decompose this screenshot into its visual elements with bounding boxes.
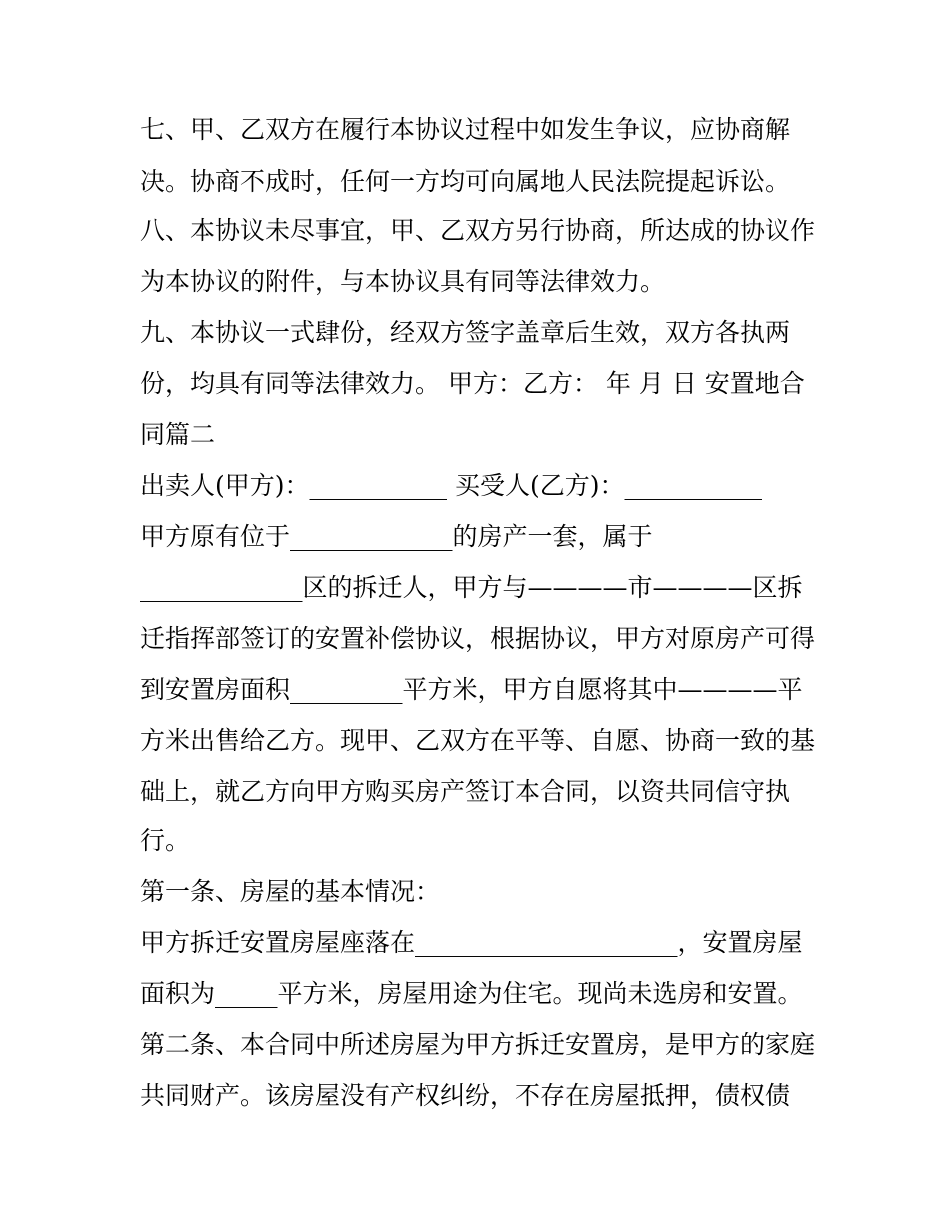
text-line: 甲方拆迁安置房屋座落在_____________________，安置房屋 bbox=[140, 928, 803, 957]
section-heading: 第一条、房屋的基本情况： bbox=[140, 877, 441, 906]
text-line: 方米出售给乙方。现甲、乙双方在平等、自愿、协商一致的基 bbox=[140, 726, 816, 755]
text-line: 七、甲、乙双方在履行本协议过程中如发生争议，应协商解 bbox=[140, 115, 791, 144]
text-line: 第二条、本合同中所述房屋为甲方拆迁安置房，是甲方的家庭 bbox=[140, 1030, 816, 1059]
text-line: 到安置房面积_________平方米，甲方自愿将其中————平 bbox=[140, 675, 803, 704]
text-line: 面积为_____平方米，房屋用途为住宅。现尚未选房和安置。 bbox=[140, 979, 803, 1008]
text-line: 共同财产。该房屋没有产权纠纷，不存在房屋抵押，债权债 bbox=[140, 1081, 791, 1110]
text-line: 份，均具有同等法律效力。 甲方：乙方： 年 月 日 安置地合 bbox=[140, 369, 805, 398]
text-line: 出卖人(甲方)：___________ 买受人(乙方)：___________ bbox=[140, 471, 762, 500]
text-line: 八、本协议未尽事宜，甲、乙双方另行协商，所达成的协议作 bbox=[140, 216, 816, 245]
text-line: 同篇二 bbox=[140, 420, 216, 449]
text-line: 迁指挥部签订的安置补偿协议，根据协议，甲方对原房产可得 bbox=[140, 624, 816, 653]
text-line: 九、本协议一式肆份，经双方签字盖章后生效，双方各执两 bbox=[140, 318, 791, 347]
text-line: 为本协议的附件，与本协议具有同等法律效力。 bbox=[140, 267, 666, 296]
text-line: _____________区的拆迁人，甲方与————市————区拆 bbox=[140, 573, 803, 602]
text-line: 决。协商不成时，任何一方均可向属地人民法院提起诉讼。 bbox=[140, 167, 791, 196]
text-line: 行。 bbox=[140, 826, 191, 855]
text-line: 础上，就乙方向甲方购买房产签订本合同，以资共同信守执 bbox=[140, 777, 791, 806]
text-line: 甲方原有位于_____________的房产一套，属于 bbox=[140, 522, 653, 551]
